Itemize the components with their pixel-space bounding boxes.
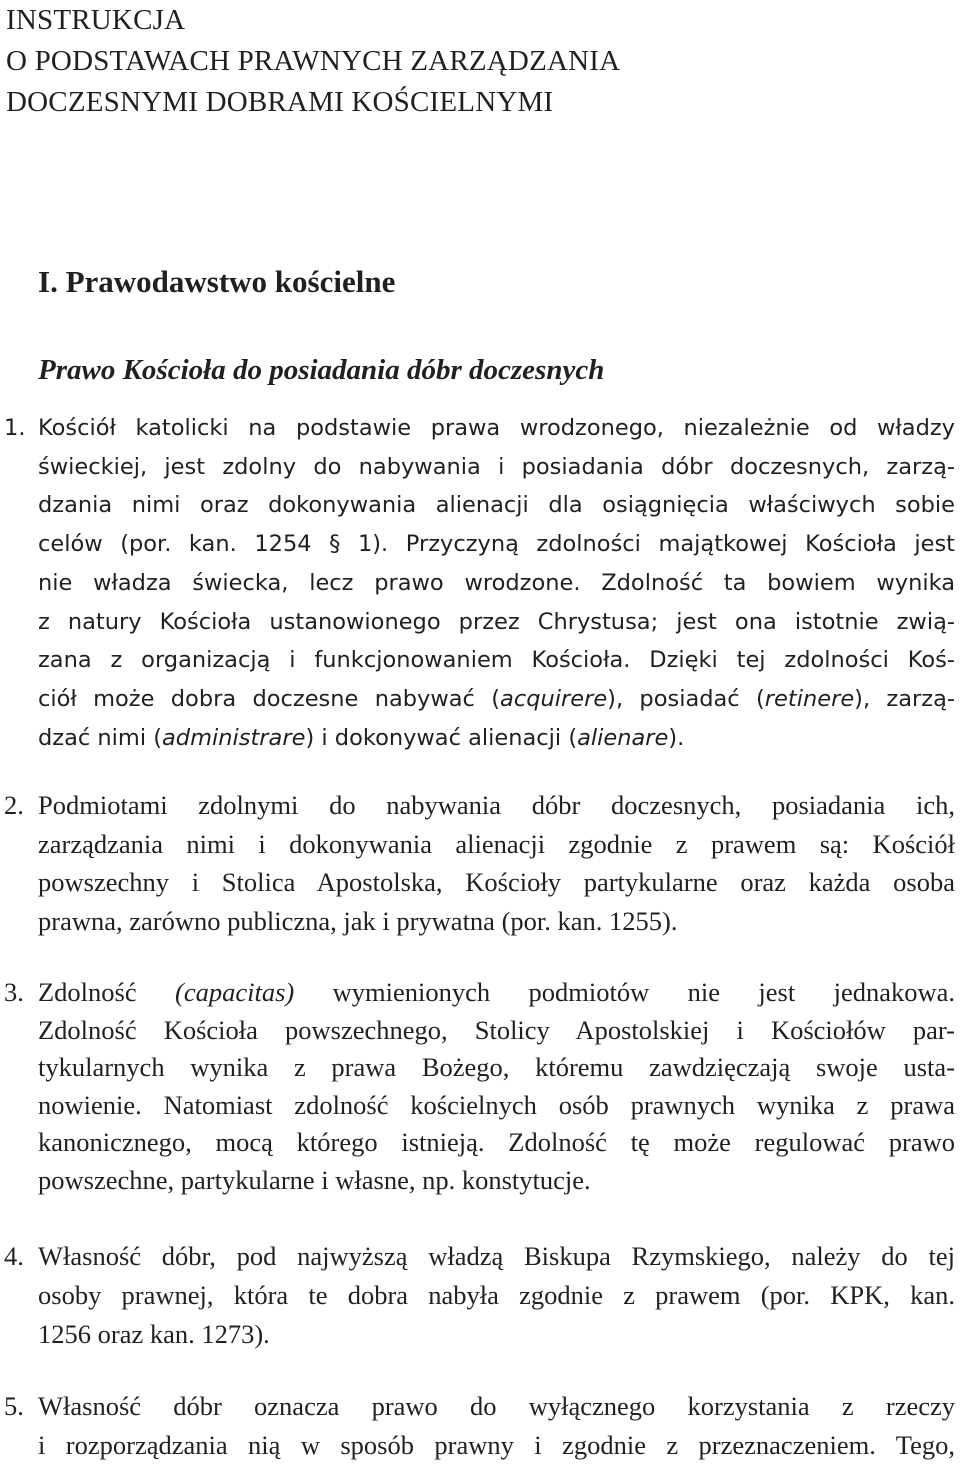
paragraph-text: Zdolność bbox=[38, 977, 176, 1007]
paragraph-line: kanonicznego, mocą którego istnieją. Zdolność tę może regulować prawo bbox=[38, 1127, 955, 1157]
paragraph-line: nowienie. Natomiast zdolność kościelnych osób prawnych wynika z prawa bbox=[38, 1089, 955, 1120]
paragraph-text: ) i dokonywać alienacji ( bbox=[305, 724, 578, 751]
paragraph-2 bbox=[0, 786, 960, 941]
paragraph-1 bbox=[0, 409, 960, 757]
paragraph-number: 3. bbox=[4, 977, 24, 1007]
paragraph-line: zarządzania nimi i dokonywania alienacji zgodnie z prawem są: Kościół bbox=[38, 828, 955, 859]
paragraph-text: nie władza świecka, lecz prawo wrodzone. bbox=[38, 569, 581, 596]
title-line: O PODSTAWACH PRAWNYCH ZARZĄDZANIA bbox=[6, 45, 621, 77]
document-title bbox=[6, 0, 620, 123]
paragraph-text: wymienionych podmiotów nie jest jednakowa. bbox=[294, 977, 955, 1007]
paragraph-line: świeckiej, jest zdolny do nabywania i posiadania dóbr doczesnych, zarzą- bbox=[38, 453, 955, 480]
section-heading: I. Prawodawstwo kościelne bbox=[38, 264, 396, 299]
paragraph-number: 4. bbox=[4, 1241, 24, 1271]
paragraph-line bbox=[38, 564, 955, 603]
paragraph-line: 1256 oraz kan. 1273). bbox=[38, 1319, 270, 1349]
paragraph-line: Podmiotami zdolnymi do nabywania dóbr doczesnych, posiadania ich, bbox=[38, 790, 955, 820]
paragraph-text: ), posiadać ( bbox=[607, 685, 765, 712]
paragraph-line: Zdolność Kościoła powszechnego, Stolicy Apostolskiej i Kościołów par- bbox=[38, 1014, 955, 1045]
latin-term: alienare bbox=[577, 724, 669, 751]
paragraph-line: osoby prawnej, która te dobra nabyła zgodnie z prawem (por. KPK, kan. bbox=[38, 1280, 955, 1310]
paragraph-line bbox=[38, 719, 955, 758]
paragraph-text: ). bbox=[668, 724, 685, 751]
latin-term: acquirere bbox=[500, 685, 608, 712]
paragraph-3 bbox=[0, 974, 960, 1199]
latin-term: retinere bbox=[764, 685, 855, 712]
paragraph-text: ), zarzą- bbox=[854, 685, 955, 712]
paragraph-line: Własność dóbr oznacza prawo do wyłącznego korzystania z rzeczy bbox=[38, 1391, 955, 1421]
latin-term: (capacitas) bbox=[175, 977, 295, 1007]
paragraph-line: Kościół katolicki na podstawie prawa wrodzonego, niezależnie od władzy bbox=[38, 415, 955, 441]
title-line: INSTRUKCJA bbox=[6, 4, 186, 36]
paragraph-line: z natury Kościoła ustanowionego przez Chrystusa; jest ona istotnie zwią- bbox=[38, 608, 955, 635]
title-line: DOCZESNYMI DOBRAMI KOŚCIELNYMI bbox=[6, 86, 554, 118]
paragraph-line: dzania nimi oraz dokonywania alienacji dla osiągnięcia właściwych sobie bbox=[38, 492, 955, 519]
paragraph-line bbox=[38, 680, 955, 719]
paragraph-line: Własność dóbr, pod najwyższą władzą Biskupa Rzymskiego, należy do tej bbox=[38, 1241, 955, 1271]
paragraph-line: powszechny i Stolica Apostolska, Kościoły partykularne oraz każda osoba bbox=[38, 867, 955, 898]
paragraph-number: 2. bbox=[4, 790, 24, 820]
paragraph-line: tykularnych wynika z prawa Bożego, któremu zawdzięczają swoje usta- bbox=[38, 1052, 955, 1082]
paragraph-line: celów (por. kan. 1254 § 1). Przyczyną zdolności majątkowej Kościoła jest bbox=[38, 531, 955, 558]
paragraph-line bbox=[38, 974, 955, 1012]
paragraph-text: ciół może dobra doczesne nabywać ( bbox=[38, 685, 501, 712]
paragraph-4 bbox=[0, 1237, 960, 1354]
paragraph-line: prawna, zarówno publiczna, jak i prywatna (por. kan. 1255). bbox=[38, 906, 678, 937]
paragraph-text: dzać nimi ( bbox=[38, 724, 163, 751]
paragraph-5 bbox=[0, 1387, 960, 1465]
subsection-heading: Prawo Kościoła do posiadania dóbr doczesnych bbox=[38, 354, 605, 386]
paragraph-line: zana z organizacją i funkcjonowaniem Kościoła. Dzięki tej zdolności Koś- bbox=[38, 647, 955, 674]
paragraph-number: 1. bbox=[4, 415, 26, 441]
paragraph-number: 5. bbox=[4, 1391, 24, 1421]
paragraph-line: i rozporządzania nią w sposób prawny i zgodnie z przeznaczeniem. Tego, bbox=[38, 1430, 955, 1460]
latin-term: administrare bbox=[162, 724, 306, 751]
paragraph-text: Zdolność ta bowiem wynika bbox=[601, 569, 956, 596]
paragraph-line: powszechne, partykularne i własne, np. konstytucje. bbox=[38, 1164, 591, 1195]
